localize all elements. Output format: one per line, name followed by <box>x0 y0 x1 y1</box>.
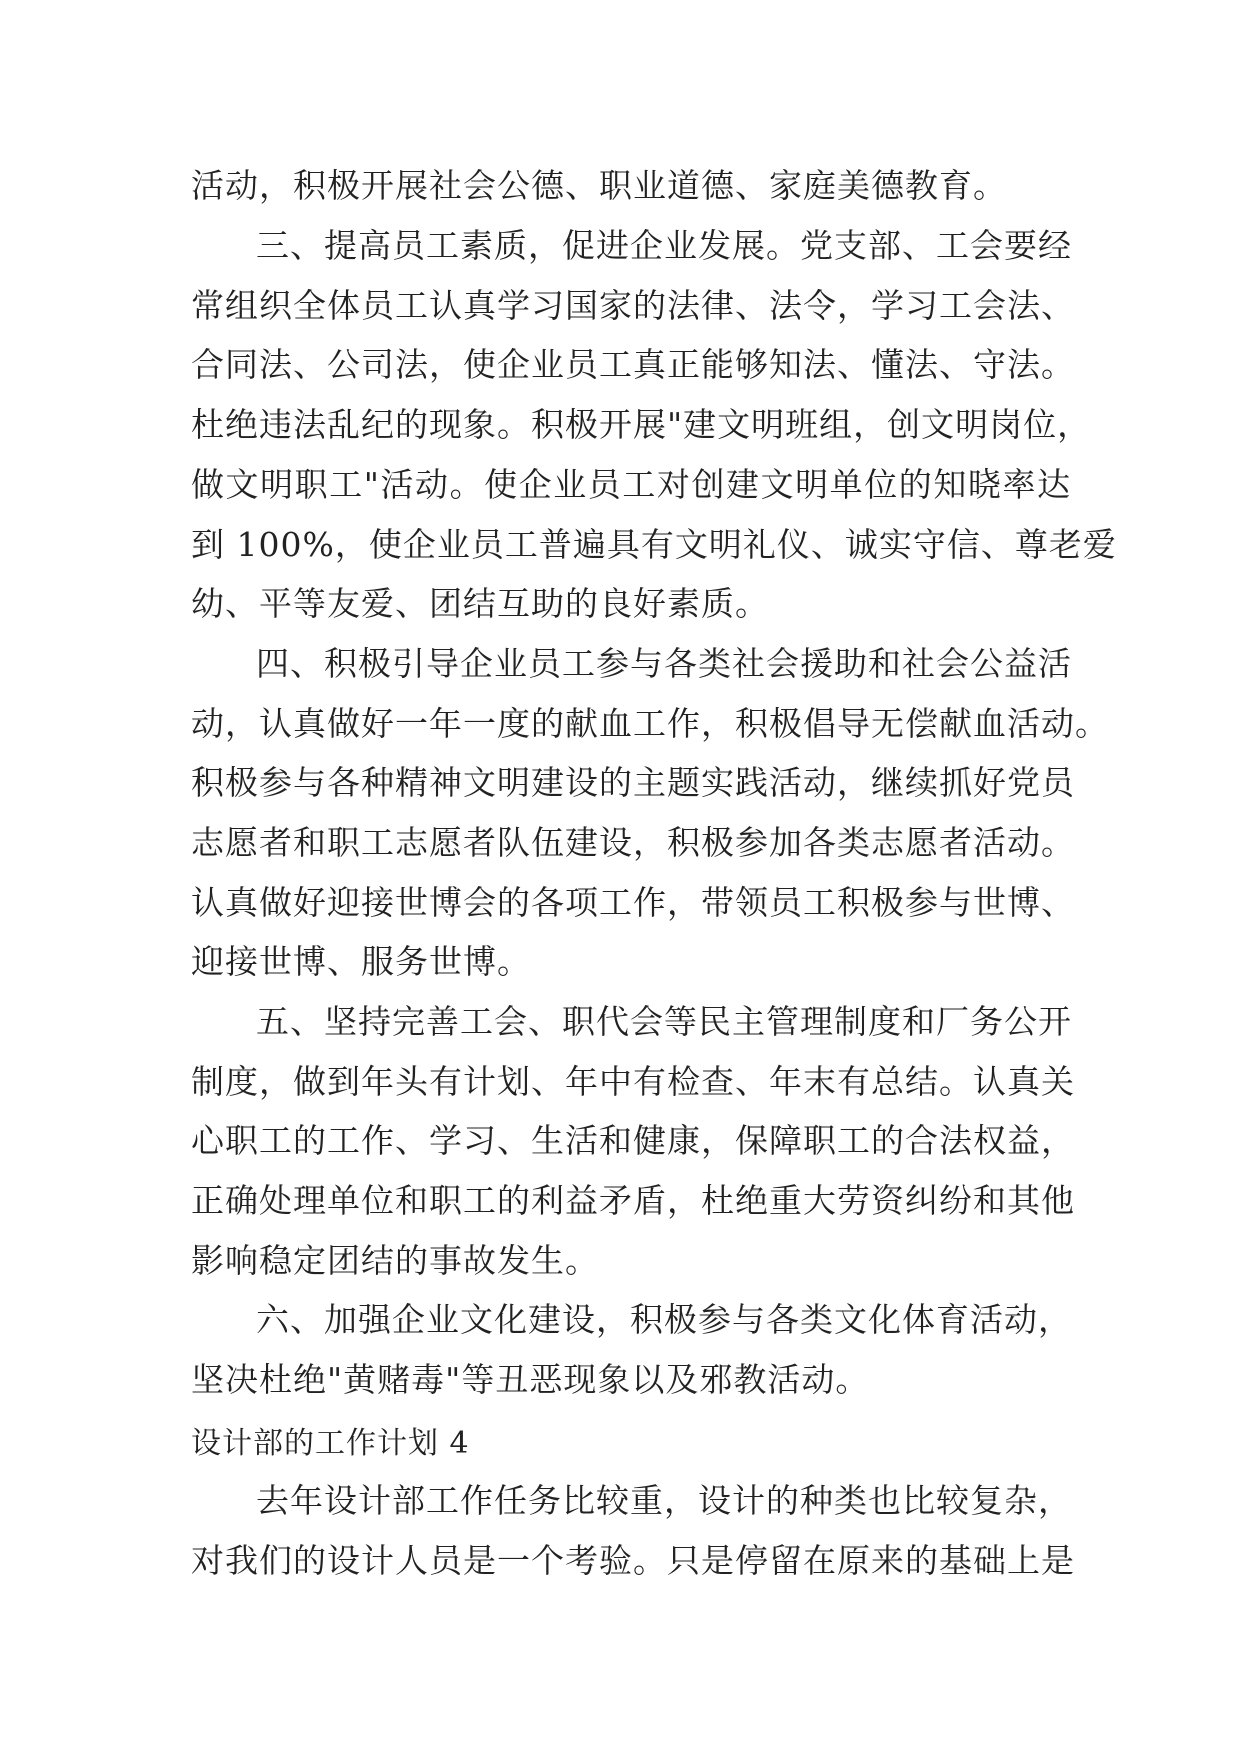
paragraph-line: 去年设计部工作任务比较重，设计的种类也比较复杂， <box>256 1481 1072 1520</box>
paragraph-line: 心职工的工作、学习、生活和健康，保障职工的合法权益， <box>191 1121 1075 1160</box>
paragraph-line: 四、积极引导企业员工参与各类社会援助和社会公益活 <box>256 644 1072 683</box>
paragraph-line: 常组织全体员工认真学习国家的法律、法令，学习工会法、 <box>191 286 1075 325</box>
paragraph-line: 三、提高员工素质，促进企业发展。党支部、工会要经 <box>256 226 1072 265</box>
paragraph-line: 影响稳定团结的事故发生。 <box>191 1241 599 1280</box>
paragraph-line: 认真做好迎接世博会的各项工作，带领员工积极参与世博、 <box>191 883 1075 922</box>
section-heading: 设计部的工作计划 4 <box>191 1426 470 1461</box>
paragraph-line: 对我们的设计人员是一个考验。只是停留在原来的基础上是 <box>191 1541 1075 1580</box>
paragraph-line: 动，认真做好一年一度的献血工作，积极倡导无偿献血活动。 <box>191 704 1109 743</box>
paragraph-line: 六、加强企业文化建设，积极参与各类文化体育活动， <box>256 1300 1072 1339</box>
paragraph-line: 制度，做到年头有计划、年中有检查、年末有总结。认真关 <box>191 1062 1075 1101</box>
paragraph-line: 杜绝违法乱纪的现象。积极开展"建文明班组，创文明岗位， <box>191 405 1092 444</box>
paragraph-line: 到 100%，使企业员工普遍具有文明礼仪、诚实守信、尊老爱 <box>191 525 1117 564</box>
paragraph-line: 正确处理单位和职工的利益矛盾，杜绝重大劳资纠纷和其他 <box>191 1181 1075 1220</box>
paragraph-line: 做文明职工"活动。使企业员工对创建文明单位的知晓率达 <box>191 465 1071 504</box>
paragraph-line: 合同法、公司法，使企业员工真正能够知法、懂法、守法。 <box>191 345 1075 384</box>
paragraph-line: 幼、平等友爱、团结互助的良好素质。 <box>191 584 769 623</box>
paragraph-line: 迎接世博、服务世博。 <box>191 942 531 981</box>
paragraph-line: 志愿者和职工志愿者队伍建设，积极参加各类志愿者活动。 <box>191 823 1075 862</box>
paragraph-line: 活动，积极开展社会公德、职业道德、家庭美德教育。 <box>191 166 1007 205</box>
paragraph-line: 五、坚持完善工会、职代会等民主管理制度和厂务公开 <box>256 1002 1072 1041</box>
paragraph-line: 坚决杜绝"黄赌毒"等丑恶现象以及邪教活动。 <box>191 1360 870 1399</box>
paragraph-line: 积极参与各种精神文明建设的主题实践活动，继续抓好党员 <box>191 763 1075 802</box>
